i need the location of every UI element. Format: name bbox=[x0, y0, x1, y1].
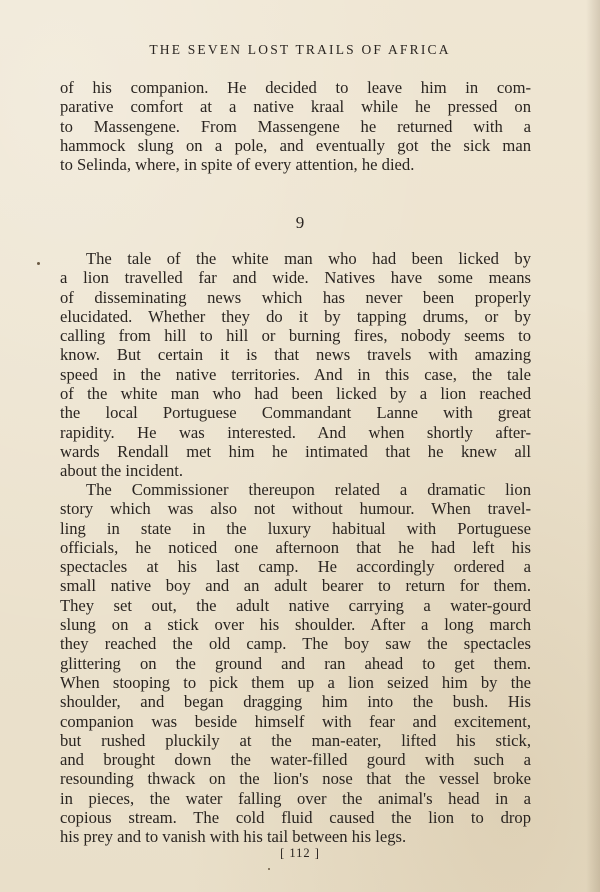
text-line: rapidity. He was interested. And when shortly after- bbox=[60, 422, 531, 442]
text-line: shoulder, and began dragging him into the bush. His bbox=[60, 692, 531, 712]
text-line: slung on a stick over his shoulder. After a long march bbox=[60, 615, 531, 635]
text-line: hammock slung on a pole, and eventually got the sick man bbox=[60, 135, 531, 155]
text-line: story which was also not without humour. When travel- bbox=[60, 499, 531, 519]
text-line: copious stream. The cold fluid caused the lion to drop bbox=[60, 808, 531, 828]
text-line: elucidated. Whether they do it by tapping drums, or by bbox=[60, 306, 531, 326]
page-edge-shadow bbox=[586, 0, 600, 892]
paper-speck bbox=[37, 262, 40, 265]
text-line: of his companion. He decided to leave him in com- bbox=[60, 78, 531, 97]
paragraph-commissioner-story bbox=[60, 480, 531, 847]
text-line: they reached the old camp. The boy saw the spectacles bbox=[60, 634, 531, 654]
text-line: ling in state in the luxury habitual with Portuguese bbox=[60, 518, 531, 538]
text-line: The tale of the white man who had been licked by bbox=[86, 249, 531, 268]
text-line: to Selinda, where, in spite of every attention, he died. bbox=[60, 155, 415, 175]
text-line: speed in the native territories. And in this case, the tale bbox=[60, 364, 531, 384]
text-line: the local Portuguese Commandant Lanne with great bbox=[60, 403, 531, 423]
paragraph-lion-tale bbox=[60, 249, 531, 481]
text-line: know. But certain it is that news travels with amazing bbox=[60, 345, 531, 365]
text-line: but rushed pluckily at the man-eater, lifted his stick, bbox=[60, 730, 531, 750]
text-line: his prey and to vanish with his tail between his legs. bbox=[60, 827, 407, 847]
text-line: companion was beside himself with fear and excitement, bbox=[60, 711, 531, 731]
text-line: to Massengene. From Massengene he returned with a bbox=[60, 116, 531, 136]
text-line: small native boy and an adult bearer to return for them. bbox=[60, 576, 531, 596]
text-line: and brought down the water-filled gourd with such a bbox=[60, 750, 531, 770]
text-line: They set out, the adult native carrying a water-gourd bbox=[60, 595, 531, 615]
text-line: glittering on the ground and ran ahead to get them. bbox=[60, 653, 531, 673]
section-number: 9 bbox=[295, 213, 305, 232]
text-line: of disseminating news which has never been properly bbox=[60, 287, 531, 307]
intro-paragraph bbox=[60, 78, 531, 174]
text-line: a lion travelled far and wide. Natives have some means bbox=[60, 268, 531, 288]
text-line: in pieces, the water falling over the animal's head in a bbox=[60, 788, 531, 808]
text-line: officials, he noticed one afternoon that he had left his bbox=[60, 537, 531, 557]
text-line: of the white man who had been licked by a lion reached bbox=[60, 384, 531, 404]
text-line: calling from hill to hill or burning fires, nobody seems to bbox=[60, 326, 531, 346]
text-line: When stooping to pick them up a lion seized him by the bbox=[60, 672, 531, 692]
page-number: [ 112 ] bbox=[280, 846, 320, 860]
text-line: about the incident. bbox=[60, 461, 184, 481]
running-head: THE SEVEN LOST TRAILS OF AFRICA bbox=[149, 42, 451, 57]
paper-speck bbox=[268, 868, 270, 870]
text-line: resounding thwack on the lion's nose that the vessel broke bbox=[60, 769, 531, 789]
text-line: spectacles at his last camp. He accordingly ordered a bbox=[60, 557, 531, 577]
text-line: parative comfort at a native kraal while he pressed on bbox=[60, 97, 531, 117]
text-line: wards Rendall met him he intimated that he knew all bbox=[60, 441, 531, 461]
text-line: The Commissioner thereupon related a dramatic lion bbox=[86, 480, 531, 499]
